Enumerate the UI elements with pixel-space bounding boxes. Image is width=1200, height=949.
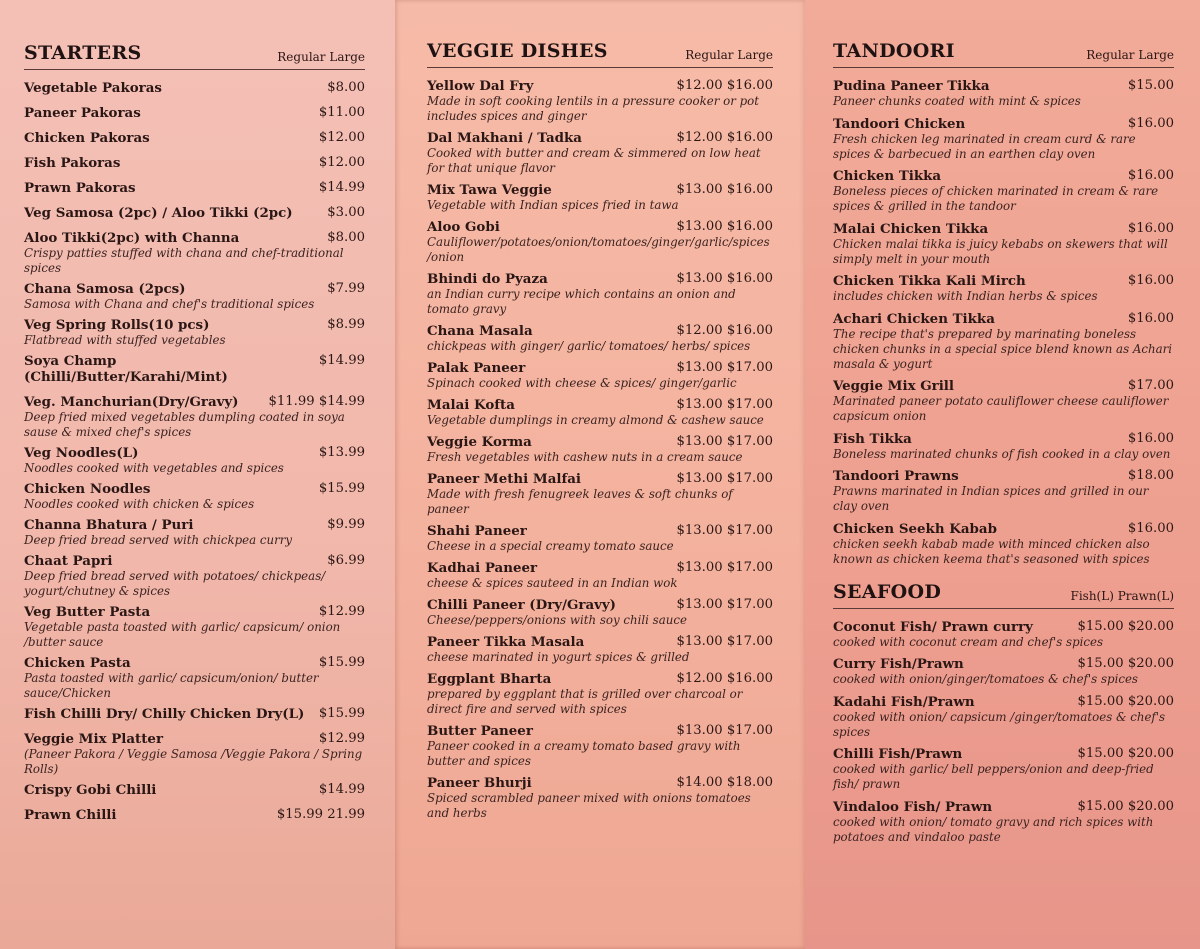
menu-item — [24, 353, 365, 385]
menu-item-name: Veggie Mix Grill — [833, 378, 954, 394]
menu-item-name: Fish Tikka — [833, 430, 912, 447]
menu-item-price: $12.99 — [318, 604, 365, 619]
menu-item — [24, 80, 365, 96]
menu-item-row — [833, 273, 1174, 289]
menu-item-name: Malai Kofta — [427, 397, 515, 413]
menu-item — [24, 553, 365, 599]
menu-item-row — [24, 80, 365, 96]
menu-item-row — [24, 130, 365, 146]
menu-item-name: Fish Pakoras — [24, 155, 121, 171]
menu-item-description: Deep fried bread served with potatoes/ chickpeas/ yogurt/chutney & spices — [24, 569, 326, 598]
menu-item-description: Cheese in a special creamy tomato sauce — [427, 539, 674, 553]
menu-item — [833, 656, 1174, 687]
menu-item-name: Soya Champ (Chilli/Butter/Karahi/Mint) — [24, 353, 228, 385]
menu-item — [427, 775, 773, 821]
menu-item — [833, 468, 1174, 514]
menu-item-row — [833, 619, 1174, 635]
menu-item-price: $18.00 — [1127, 468, 1174, 483]
menu-item-price: $13.00 $17.00 — [676, 723, 773, 738]
menu-item-description: (Paneer Pakora / Veggie Samosa /Veggie Pakora / Spring Rolls) — [24, 747, 363, 776]
menu-item-description: cooked with garlic/ bell peppers/onion and deep-fried fish/ prawn — [833, 762, 1154, 791]
menu-item-row — [427, 78, 773, 94]
menu-item-price: $13.00 $17.00 — [676, 434, 773, 449]
section-columns: Regular Large — [277, 50, 365, 64]
menu-item — [427, 634, 773, 665]
menu-item-price: $16.00 — [1127, 220, 1174, 236]
menu-item — [427, 597, 773, 628]
menu-item-price: $6.99 — [327, 553, 365, 568]
section-columns: Fish(L) Prawn(L) — [1070, 588, 1174, 603]
menu-item — [427, 271, 773, 317]
menu-item-description: Samosa with Chana and chef's traditional spices — [24, 297, 315, 311]
menu-item — [833, 694, 1174, 740]
menu-item-price: $13.00 $17.00 — [676, 471, 773, 486]
menu-item-description: Boneless pieces of chicken marinated in cream & rare spices & grilled in the tandoor — [833, 184, 1159, 213]
section-title: TANDOORI — [833, 40, 955, 62]
menu-item-name: Mix Tawa Veggie — [427, 182, 552, 198]
menu-item — [24, 105, 365, 121]
menu-item-price: $15.00 $20.00 — [1077, 746, 1174, 761]
menu-item-description: Pasta toasted with garlic/ capsicum/onion/ butter sauce/Chicken — [24, 671, 319, 700]
menu-item-name: Malai Chicken Tikka — [833, 220, 989, 237]
menu-item — [833, 168, 1174, 214]
menu-item-price: $15.99 — [318, 481, 365, 496]
veggie-list — [427, 78, 773, 821]
menu-item-price: $17.00 — [1127, 378, 1174, 393]
menu-item-description: Noodles cooked with vegetables and spices — [24, 461, 284, 475]
menu-item-price: $14.99 — [318, 782, 365, 797]
menu-item-price: $15.99 — [318, 706, 365, 721]
menu-item-price: $8.00 — [327, 80, 365, 95]
section-title: STARTERS — [24, 42, 142, 64]
menu-item-row — [427, 360, 773, 376]
starters-list — [24, 80, 365, 823]
menu-item-name: Veg. Manchurian(Dry/Gravy) — [24, 394, 239, 410]
menu-item-row — [833, 431, 1174, 447]
menu-item-description: Made in soft cooking lentils in a pressure cooker or pot includes spices and ginger — [427, 94, 759, 123]
menu-item-price: $13.00 $16.00 — [676, 219, 773, 234]
menu-item-description: Cooked with butter and cream & simmered on low heat for that unique flavor — [427, 146, 761, 175]
menu-item — [427, 723, 773, 769]
menu-item-row — [833, 378, 1174, 394]
menu-item-price: $14.99 — [318, 180, 365, 195]
menu-item-description: Noodles cooked with chicken & spices — [24, 497, 255, 511]
menu-item-name: Chicken Tikka Kali Mirch — [833, 273, 1026, 289]
tandoori-seafood-panel — [805, 0, 1200, 949]
menu-item-name: Veggie Mix Platter — [24, 731, 164, 747]
menu-item-name: Veg Noodles(L) — [24, 445, 139, 461]
menu-item-price: $16.00 — [1127, 520, 1174, 536]
menu-item-name: Chicken Tikka — [833, 168, 942, 184]
menu-item-name: Pudina Paneer Tikka — [833, 78, 990, 94]
tandoori-list — [833, 78, 1174, 567]
menu-item-price: $8.99 — [327, 317, 365, 332]
menu-item-row — [24, 782, 365, 798]
veggie-header — [427, 40, 773, 68]
menu-item-description: Cauliflower/potatoes/onion/tomatoes/ginger/garlic/spices /onion — [427, 235, 770, 264]
menu-item-row — [833, 799, 1174, 815]
menu-item-name: Chilli Fish/Prawn — [833, 746, 963, 762]
menu-item-row — [427, 397, 773, 413]
menu-item-row — [833, 116, 1174, 132]
menu-item-description: The recipe that's prepared by marinating boneless chicken chunks in a special spice blend known as Achari masala & yogurt — [833, 326, 1173, 371]
menu-item — [24, 655, 365, 701]
section-title: VEGGIE DISHES — [427, 40, 608, 62]
menu-item-row — [24, 604, 365, 620]
menu-item-name: Dal Makhani / Tadka — [427, 130, 582, 146]
menu-item-name: Bhindi do Pyaza — [427, 271, 548, 287]
menu-item-name: Paneer Bhurji — [427, 775, 532, 791]
menu-item-row — [24, 553, 365, 569]
menu-item-price: $11.99 $14.99 — [268, 394, 365, 409]
menu-item-description: cheese & spices sauteed in an Indian wok — [427, 576, 678, 590]
menu-item-name: Chana Samosa (2pcs) — [24, 281, 186, 297]
menu-item-name: Veg Samosa (2pc) / Aloo Tikki (2pc) — [24, 205, 293, 221]
starters-header — [24, 42, 365, 70]
menu-item-name: Kadhai Paneer — [427, 560, 538, 576]
menu-item-price: $12.00 $16.00 — [676, 323, 773, 338]
menu-item-row — [427, 219, 773, 235]
menu-item-price: $12.00 — [318, 155, 365, 170]
menu-item — [427, 78, 773, 124]
menu-item-description: Chicken malai tikka is juicy kebabs on skewers that will simply melt in your mouth — [833, 236, 1168, 266]
menu-item-price: $15.99 21.99 — [276, 807, 365, 822]
menu-item-price: $12.99 — [318, 731, 365, 746]
tandoori-header — [833, 40, 1174, 68]
menu-item — [427, 130, 773, 176]
menu-item-description: prepared by eggplant that is grilled over charcoal or direct fire and served with spices — [427, 687, 743, 716]
menu-item — [24, 180, 365, 196]
menu-item — [24, 281, 365, 312]
menu-item-row — [24, 445, 365, 461]
menu-item-price: $13.00 $17.00 — [676, 523, 773, 538]
menu-item-description: Fresh chicken leg marinated in cream curd & rare spices & barbecued in an earthen clay oven — [833, 131, 1136, 161]
menu-item-price: $13.00 $17.00 — [676, 397, 773, 412]
menu-item-row — [427, 323, 773, 339]
menu-item-price: $7.99 — [327, 281, 365, 296]
menu-item-row — [833, 311, 1174, 327]
menu-item-row — [427, 723, 773, 739]
menu-item-price: $13.00 $17.00 — [676, 360, 773, 375]
menu-item-name: Curry Fish/Prawn — [833, 656, 964, 672]
menu-item — [427, 471, 773, 517]
menu-item-row — [427, 434, 773, 450]
menu-item-row — [833, 78, 1174, 94]
menu-item-name: Vegetable Pakoras — [24, 80, 162, 96]
veggie-panel — [395, 0, 805, 949]
menu-item — [24, 706, 365, 722]
menu-item-price: $12.00 $16.00 — [676, 78, 773, 93]
menu-item-description: Vegetable with Indian spices fried in tawa — [427, 198, 679, 212]
menu-item — [427, 434, 773, 465]
menu-item-name: Crispy Gobi Chilli — [24, 782, 157, 798]
menu-item-name: Prawn Pakoras — [24, 180, 136, 196]
menu-item-price: $16.00 — [1127, 115, 1174, 131]
menu-item-name: Paneer Pakoras — [24, 105, 141, 121]
menu-item — [24, 807, 365, 823]
menu-item — [833, 273, 1174, 304]
menu-item — [24, 604, 365, 650]
menu-item-description: cooked with onion/ginger/tomatoes & chef's spices — [833, 672, 1138, 686]
menu-item-row — [24, 230, 365, 246]
menu-item-price: $12.00 $16.00 — [676, 130, 773, 145]
menu-item — [24, 445, 365, 476]
starters-panel — [0, 0, 395, 949]
menu-item-row — [24, 180, 365, 196]
menu-item — [833, 746, 1174, 792]
menu-item — [833, 116, 1174, 162]
menu-item-row — [833, 694, 1174, 710]
menu-item-name: Fish Chilli Dry/ Chilly Chicken Dry(L) — [24, 706, 305, 722]
menu-item-description: Paneer chunks coated with mint & spices — [833, 94, 1081, 108]
menu-item-name: Palak Paneer — [427, 360, 526, 376]
menu-item-description: Cheese/peppers/onions with soy chili sauce — [427, 613, 687, 627]
menu-item-price: $16.00 — [1127, 430, 1174, 446]
menu-item-row — [24, 394, 365, 410]
menu-item-description: cooked with onion/ tomato gravy and rich spices with potatoes and vindaloo paste — [833, 814, 1154, 844]
menu-item-description: Vegetable dumplings in creamy almond & cashew sauce — [427, 413, 764, 427]
menu-item-name: Chicken Seekh Kabab — [833, 520, 997, 537]
menu-item — [427, 523, 773, 554]
menu-item-row — [24, 807, 365, 823]
menu-item-row — [24, 155, 365, 171]
menu-item-row — [427, 471, 773, 487]
menu-item-price: $3.00 — [327, 205, 365, 220]
menu-item-name: Veggie Korma — [427, 434, 532, 450]
menu-item — [427, 219, 773, 265]
menu-item — [24, 517, 365, 548]
menu-item — [24, 155, 365, 171]
menu-item — [427, 182, 773, 213]
menu-item-name: Veg Spring Rolls(10 pcs) — [24, 317, 210, 333]
section-columns: Regular Large — [1086, 48, 1174, 62]
menu-item-row — [833, 168, 1174, 184]
menu-item-description: Paneer cooked in a creamy tomato based gravy with butter and spices — [427, 739, 741, 768]
menu-item-description: Marinated paneer potato cauliflower cheese cauliflower capsicum onion — [833, 394, 1169, 423]
menu-item-description: Boneless marinated chunks of fish cooked in a clay oven — [833, 446, 1171, 461]
menu-item-row — [833, 468, 1174, 484]
section-columns: Regular Large — [685, 48, 773, 62]
menu-item-price: $16.00 — [1127, 168, 1174, 183]
menu-item-name: Chana Masala — [427, 323, 533, 339]
menu-item-name: Paneer Methi Malfai — [427, 471, 581, 487]
menu-item-description: an Indian curry recipe which contains an onion and tomato gravy — [427, 287, 736, 316]
menu-item-row — [24, 353, 365, 385]
menu-item-description: Spiced scrambled paneer mixed with onions tomatoes and herbs — [427, 791, 751, 820]
menu-item — [833, 619, 1174, 650]
menu-item — [24, 481, 365, 512]
menu-item-name: Kadahi Fish/Prawn — [833, 693, 975, 710]
menu-item-row — [833, 746, 1174, 762]
menu-item-name: Chicken Pasta — [24, 655, 131, 671]
menu-item-name: Tandoori Prawns — [833, 468, 959, 484]
menu-item-price: $15.00 $20.00 — [1077, 693, 1174, 709]
menu-item — [24, 317, 365, 348]
menu-item-row — [427, 597, 773, 613]
menu-item-row — [427, 634, 773, 650]
menu-item — [833, 311, 1174, 372]
menu-item-name: Aloo Gobi — [427, 219, 500, 235]
menu-item-row — [833, 656, 1174, 672]
menu-item-description: Flatbread with stuffed vegetables — [24, 333, 226, 347]
section-title: SEAFOOD — [833, 580, 942, 603]
menu-item-description: Vegetable pasta toasted with garlic/ capsicum/ onion /butter sauce — [24, 620, 341, 649]
menu-item-price: $9.99 — [327, 517, 365, 532]
menu-item-description: Made with fresh fenugreek leaves & soft chunks of paneer — [427, 487, 733, 516]
menu-item-row — [24, 317, 365, 333]
menu-item-name: Coconut Fish/ Prawn curry — [833, 618, 1033, 635]
menu-item-row — [427, 182, 773, 198]
menu-item-price: $14.00 $18.00 — [676, 775, 773, 790]
menu-item-price: $15.00 $20.00 — [1077, 656, 1174, 671]
menu-item — [24, 230, 365, 276]
menu-item-price: $13.99 — [318, 445, 365, 460]
menu-item-description: Fresh vegetables with cashew nuts in a cream sauce — [427, 450, 743, 464]
menu-item-row — [24, 517, 365, 533]
menu-item-name: Butter Paneer — [427, 723, 533, 739]
menu-item — [24, 205, 365, 221]
menu-item-row — [427, 130, 773, 146]
menu-item — [833, 221, 1174, 267]
menu-item-name: Eggplant Bharta — [427, 671, 552, 687]
menu-item-description: chickpeas with ginger/ garlic/ tomatoes/ herbs/ spices — [427, 339, 751, 353]
menu-item-name: Chaat Papri — [24, 553, 113, 569]
menu-item-description: Prawns marinated in Indian spices and grilled in our clay oven — [833, 484, 1149, 513]
menu-item-price: $12.00 — [318, 130, 365, 145]
menu-item-row — [24, 205, 365, 221]
menu-item-row — [427, 775, 773, 791]
menu-item-price: $13.00 $17.00 — [676, 634, 773, 649]
seafood-list — [833, 619, 1174, 845]
menu-item-row — [24, 731, 365, 747]
menu-item-name: Aloo Tikki(2pc) with Channa — [24, 230, 240, 246]
menu-item-name: Paneer Tikka Masala — [427, 634, 585, 650]
menu-item-price: $12.00 $16.00 — [676, 671, 773, 686]
menu-item-name: Veg Butter Pasta — [24, 604, 151, 620]
menu-item-price: $13.00 $16.00 — [676, 271, 773, 286]
menu-item — [24, 782, 365, 798]
menu-item-name: Shahi Paneer — [427, 523, 527, 539]
menu-item — [833, 799, 1174, 845]
menu-item-price: $15.00 — [1127, 78, 1174, 93]
menu-item-row — [24, 281, 365, 297]
menu-item — [427, 560, 773, 591]
menu-item-name: Prawn Chilli — [24, 807, 117, 823]
menu-item — [833, 78, 1174, 109]
menu-item-price: $16.00 — [1127, 310, 1174, 326]
menu-item-name: Channa Bhatura / Puri — [24, 517, 194, 533]
menu-item-description: cooked with coconut cream and chef's spices — [833, 634, 1104, 649]
menu-item-description: Spinach cooked with cheese & spices/ ginger/garlic — [427, 376, 737, 390]
menu-item-row — [24, 706, 365, 722]
menu-item — [427, 397, 773, 428]
menu-item — [833, 431, 1174, 462]
menu-item-description: cheese marinated in yogurt spices & grilled — [427, 650, 690, 664]
menu-item-price: $13.00 $17.00 — [676, 560, 773, 575]
menu-item-row — [427, 560, 773, 576]
menu-item — [24, 731, 365, 777]
menu-item — [24, 130, 365, 146]
menu-item-name: Yellow Dal Fry — [427, 78, 534, 94]
menu-item — [833, 521, 1174, 567]
menu-item-row — [24, 655, 365, 671]
menu-item-description: Deep fried mixed vegetables dumpling coated in soya sause & mixed chef's spices — [24, 410, 345, 439]
menu-item-name: Chilli Paneer (Dry/Gravy) — [427, 597, 617, 613]
menu-item-name: Chicken Noodles — [24, 481, 151, 497]
menu-item-price: $13.00 $16.00 — [676, 182, 773, 197]
menu-item-row — [427, 523, 773, 539]
menu-item-price: $13.00 $17.00 — [676, 597, 773, 612]
menu-item-price: $15.00 $20.00 — [1077, 618, 1174, 634]
menu-item-name: Chicken Pakoras — [24, 130, 150, 146]
menu-item-price: $16.00 — [1127, 273, 1174, 288]
menu-item-row — [427, 671, 773, 687]
menu-item-description: includes chicken with Indian herbs & spices — [833, 289, 1098, 303]
menu-item-row — [427, 271, 773, 287]
menu-item-description: cooked with onion/ capsicum /ginger/tomatoes & chef's spices — [833, 709, 1166, 739]
menu-item-name: Vindaloo Fish/ Prawn — [833, 798, 993, 815]
seafood-header — [833, 581, 1174, 609]
menu-item-name: Tandoori Chicken — [833, 115, 966, 132]
menu-item-description: Deep fried bread served with chickpea curry — [24, 533, 293, 547]
menu-item-price: $15.99 — [318, 655, 365, 670]
menu-item-row — [833, 521, 1174, 537]
menu-item — [427, 671, 773, 717]
menu-item-price: $11.00 — [318, 105, 365, 120]
menu-item-row — [833, 221, 1174, 237]
menu-item-price: $15.00 $20.00 — [1077, 798, 1174, 814]
menu-item-price: $8.00 — [327, 230, 365, 245]
menu-item-row — [24, 481, 365, 497]
menu-item-price: $14.99 — [318, 353, 365, 368]
menu-item-description: Crispy patties stuffed with chana and chef-traditional spices — [24, 246, 344, 275]
menu-item — [427, 323, 773, 354]
menu-item — [427, 360, 773, 391]
menu-item — [24, 394, 365, 440]
menu-item-description: chicken seekh kabab made with minced chicken also known as chicken keema that's seasoned with spices — [833, 536, 1150, 566]
menu-item-name: Achari Chicken Tikka — [833, 310, 995, 327]
menu-item — [833, 378, 1174, 424]
menu-item-row — [24, 105, 365, 121]
